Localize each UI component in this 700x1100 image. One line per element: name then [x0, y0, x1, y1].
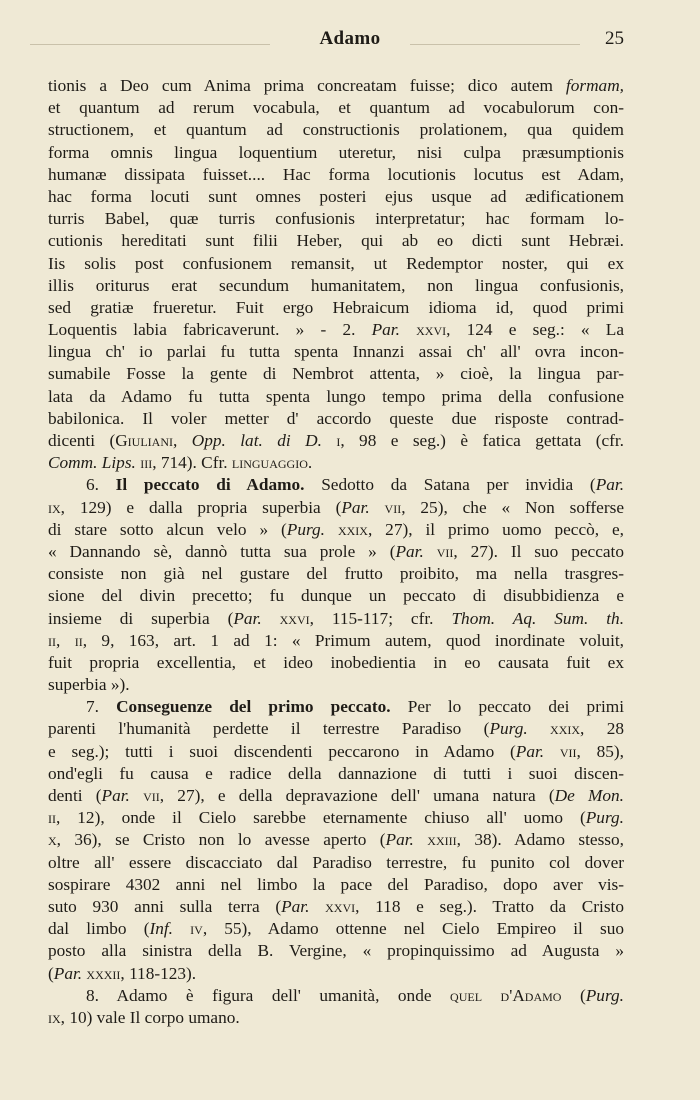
text-line: [48, 297, 624, 319]
text-segment: , 118-123).: [120, 963, 197, 983]
text-segment: sed gratiæ frueretur. Fuit ergo Hebraicum idioma id, quod primi: [48, 297, 624, 317]
text-line: [48, 852, 624, 874]
text-segment: cutionis hereditati sunt filii Heber, qui ab eo dicti sunt Hebræi.: [48, 231, 624, 251]
text-segment: vii: [436, 541, 454, 561]
text-segment: , 12), onde il Cielo sarebbe eternamente chiuso all' uomo (: [56, 808, 586, 828]
text-segment: , 38). Adamo stesso,: [456, 830, 624, 850]
text-line: [48, 1007, 624, 1029]
text-line: [48, 940, 624, 962]
text-segment: iii: [140, 453, 153, 473]
text-line: [48, 408, 624, 430]
text-segment: Opp. lat. di D.: [191, 431, 322, 450]
text-segment: , 714). Cfr.: [152, 453, 232, 473]
text-segment: babilonica. Il voler metter d' accordo queste due risposte contrad-: [48, 408, 624, 428]
text-segment: , 36), se Cristo non lo avesse aperto (: [56, 830, 386, 850]
text-line: [48, 718, 624, 740]
text-line: [48, 430, 624, 452]
text-line: [48, 696, 624, 718]
text-segment: [173, 919, 190, 938]
page-number: 25: [605, 28, 624, 49]
text-segment: ii: [48, 630, 56, 650]
text-segment: Inf.: [149, 919, 173, 939]
text-segment: , 28: [580, 719, 624, 739]
text-segment: xxix: [337, 519, 368, 539]
text-line: [48, 119, 624, 141]
text-segment: tionis a Deo cum Anima prima concreatam fuisse; dico autem: [48, 76, 566, 95]
text-line: [48, 785, 624, 807]
text-segment: [414, 830, 427, 849]
text-segment: x: [48, 830, 57, 850]
text-segment: ii: [74, 630, 83, 650]
text-segment: ii: [48, 808, 56, 828]
text-segment: De Mon.: [554, 786, 624, 805]
text-line: [48, 497, 624, 519]
text-line: [48, 807, 624, 829]
text-line: [48, 652, 624, 674]
body-text: [48, 75, 624, 1029]
text-segment: Par.: [341, 497, 370, 517]
text-line: [48, 608, 624, 630]
text-segment: suto 930 anni sulla terra (: [48, 896, 282, 916]
text-segment: xxvi: [416, 320, 447, 340]
text-segment: formam,: [565, 76, 624, 95]
text-segment: Giuliani: [115, 431, 173, 450]
text-segment: , 85),: [576, 741, 624, 761]
text-segment: [400, 320, 416, 339]
text-segment: [544, 742, 560, 761]
text-segment: di stare sotto alcun velo » (: [48, 519, 287, 539]
text-segment: [262, 609, 280, 628]
text-segment: vii: [559, 741, 577, 761]
text-segment: oltre all' essere discacciato dal Paradiso terrestre, fu punito col dover: [48, 852, 624, 872]
text-segment: Purg.: [286, 519, 326, 539]
text-line: [48, 541, 624, 563]
text-segment: Par.: [385, 830, 414, 850]
text-segment: ,: [56, 630, 75, 650]
text-segment: Par.: [101, 786, 130, 805]
text-line: [48, 208, 624, 230]
text-segment: e seg.); tutti i suoi discendenti peccarono in Adamo (: [48, 741, 516, 761]
text-line: [48, 363, 624, 385]
text-segment: [322, 431, 336, 450]
text-segment: Par.: [53, 963, 83, 983]
text-segment: (: [48, 963, 54, 983]
text-segment: Per lo peccato dei primi: [390, 697, 624, 717]
text-segment: , 98 e seg.) è fatica gettata (cfr.: [340, 431, 624, 450]
text-segment: superbia »).: [48, 675, 130, 695]
text-segment: xxiii: [427, 830, 457, 850]
text-segment: posto alla sinistra della B. Vergine, « propinquissimo ad Augusta »: [48, 941, 624, 961]
text-segment: [370, 498, 385, 517]
text-segment: ix: [48, 1007, 61, 1027]
text-segment: ond'egli fu causa e radice della dannazione di tutti i suoi discen-: [48, 763, 624, 783]
text-segment: , 124 e seg.: « La: [446, 320, 624, 340]
text-segment: sione del divin precetto; fu dunque un peccato di disubbidienza e: [48, 586, 624, 606]
text-segment: Iis solis post confusionem remansit, ut Redemptor noster, qui ex: [48, 253, 624, 273]
text-segment: dal limbo (: [48, 919, 150, 939]
text-segment: Purg.: [585, 808, 624, 828]
text-line: [48, 874, 624, 896]
text-line: [48, 630, 624, 652]
text-segment: quel d'Adamo: [450, 985, 562, 1005]
text-line: [48, 474, 624, 496]
text-segment: , 27), il primo uomo peccò, e,: [367, 519, 624, 539]
text-line: [48, 275, 624, 297]
text-line: [48, 230, 624, 252]
text-segment: sospirare 4302 anni nel limbo la pace del Paradiso, dopo aver vis-: [48, 874, 624, 894]
text-segment: « Dannando sè, dannò tutta sua prole » (: [48, 541, 396, 561]
text-line: [48, 186, 624, 208]
text-segment: et quantum ad rerum vocabula, et quantum ad vocabulorum con-: [48, 98, 624, 118]
text-segment: Comm. Lips.: [48, 453, 136, 473]
text-segment: [528, 719, 550, 738]
text-segment: illis oriturus erat secundum humanitatem, non lingua confusionis,: [48, 275, 624, 295]
text-segment: consiste non già nel gustare del frutto proibito, ma nella trasgres-: [48, 564, 624, 584]
text-line: [48, 164, 624, 186]
text-segment: Par.: [595, 475, 624, 495]
text-segment: [309, 897, 325, 916]
text-segment: iv: [190, 919, 203, 939]
text-segment: insieme di superbia (: [48, 608, 234, 628]
text-segment: xxxii: [86, 963, 121, 983]
text-line: [48, 519, 624, 541]
text-segment: humanæ dissipata fuisset.... Hac forma locutionis locutus est Adam,: [48, 164, 624, 184]
text-segment: Thom. Aq. Sum. th.: [451, 608, 624, 628]
text-line: [48, 896, 624, 918]
text-line: [48, 386, 624, 408]
text-line: [48, 674, 624, 696]
text-segment: Par.: [371, 320, 400, 340]
text-segment: [325, 520, 338, 539]
text-segment: Par.: [395, 541, 424, 561]
text-segment: , 27), e della depravazione dell' umana natura (: [159, 786, 555, 805]
text-segment: vii: [384, 497, 402, 517]
text-segment: [130, 786, 143, 805]
text-line: [48, 918, 624, 940]
text-segment: xxix: [550, 719, 581, 739]
text-segment: xxvi: [325, 896, 356, 916]
text-segment: hac forma locuti sunt omnes posteri ejus usque ad ædificationem: [48, 186, 624, 206]
text-line: [48, 253, 624, 275]
text-segment: lata da Adamo fu tutta spenta lungo tempo prima della confusione: [48, 386, 624, 406]
text-line: [48, 563, 624, 585]
text-segment: 6.: [86, 475, 116, 495]
text-segment: , 25), che « Non sofferse: [401, 497, 624, 517]
text-segment: , 10) vale Il corpo umano.: [60, 1007, 240, 1027]
text-segment: linguaggio: [231, 453, 308, 473]
text-segment: Loquentis labia fabricaverunt. » - 2.: [48, 320, 372, 340]
text-segment: structionem, et quantum ad constructionis prolationem, qua quidem: [48, 120, 624, 140]
text-segment: Par.: [281, 896, 310, 916]
text-segment: 8. Adamo è figura dell' umanità, onde: [86, 985, 451, 1005]
section-heading: Il peccato di Adamo.: [115, 475, 305, 495]
text-line: [48, 963, 624, 985]
text-segment: , 115-117; cfr.: [309, 608, 452, 628]
text-segment: 7.: [86, 697, 117, 717]
text-segment: dicenti (: [48, 431, 116, 450]
text-segment: , 129) e dalla propria superbia (: [60, 497, 342, 517]
text-segment: lingua ch' io parlai fu tutta spenta Innanzi assai ch' all' ovra incon-: [48, 342, 624, 362]
text-segment: parenti l'humanità perdette il terrestre Paradiso (: [48, 719, 490, 739]
text-segment: ,: [173, 431, 192, 450]
text-segment: ix: [48, 497, 61, 517]
text-line: [48, 319, 624, 341]
text-line: [48, 452, 624, 474]
text-segment: i: [336, 431, 341, 450]
text-segment: , 118 e seg.). Tratto da Cristo: [355, 896, 624, 916]
text-line: [48, 75, 624, 97]
text-segment: , 27). Il suo peccato: [453, 541, 624, 561]
text-line: [48, 741, 624, 763]
text-segment: , 9, 163, art. 1 ad 1: « Primum autem, quod inordinate voluit,: [82, 630, 624, 650]
text-segment: denti (: [48, 786, 102, 805]
text-segment: [424, 542, 437, 561]
text-segment: Purg.: [585, 985, 624, 1005]
text-segment: .: [307, 453, 313, 473]
text-segment: Par.: [515, 741, 545, 761]
text-line: [48, 763, 624, 785]
text-segment: fuit propria excellentia, et ideo inobedientia in eo causata fuit ex: [48, 652, 624, 672]
section-heading: Conseguenze del primo peccato.: [116, 697, 391, 717]
text-line: [48, 985, 624, 1007]
text-line: [48, 142, 624, 164]
text-segment: Par.: [233, 608, 262, 628]
text-segment: Sedotto da Satana per invidia (: [304, 475, 596, 495]
running-head: Adamo: [319, 28, 381, 49]
text-line: [48, 341, 624, 363]
text-segment: (: [561, 985, 586, 1005]
text-segment: sumabile Fosse la gente di Nembrot attenta, » cioè, la lingua par-: [48, 364, 624, 384]
text-segment: turris Babel, quæ turris confusionis interpretatur; hac formam lo-: [48, 209, 624, 229]
text-line: [48, 829, 624, 851]
text-line: [48, 97, 624, 119]
text-segment: forma omnis lingua loquentium uteretur, nisi culpa præsumptionis: [48, 142, 624, 162]
text-segment: xxvi: [279, 608, 310, 628]
text-line: [48, 585, 624, 607]
text-segment: , 55), Adamo ottenne nel Cielo Empireo il suo: [202, 919, 624, 939]
text-segment: vii: [143, 786, 160, 805]
text-segment: Purg.: [489, 719, 528, 739]
